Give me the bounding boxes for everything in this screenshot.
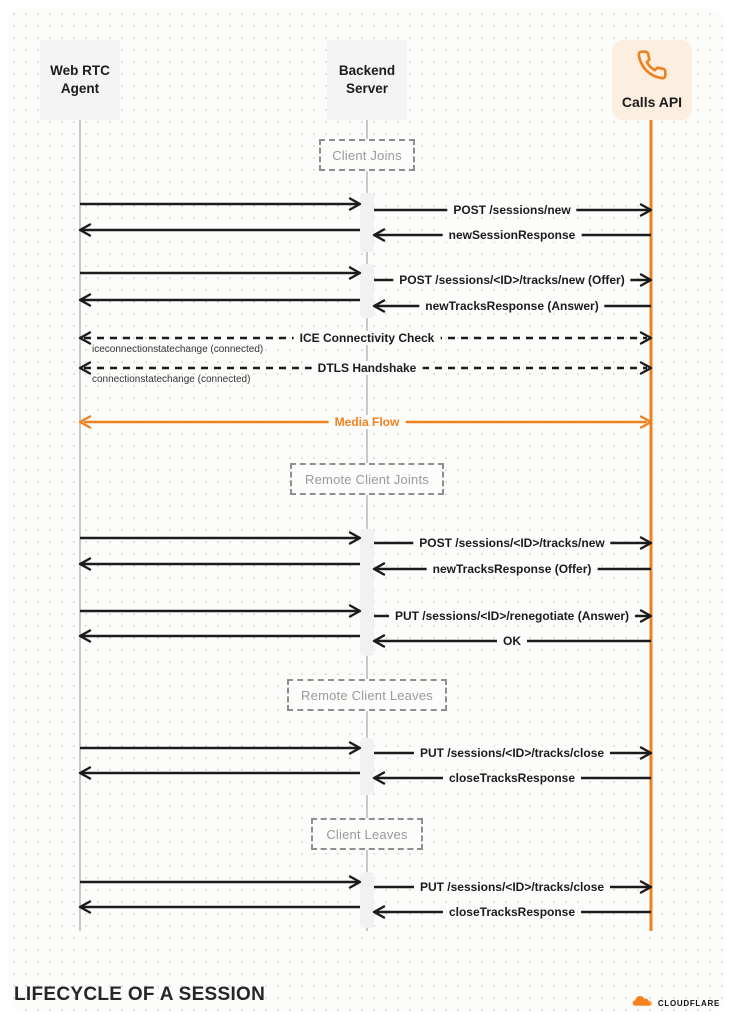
message-label: POST /sessions/<ID>/tracks/new (Offer) — [393, 273, 630, 287]
message-label: DTLS Handshake — [312, 361, 423, 375]
group-label: Client Joins — [332, 147, 402, 163]
group-label: Remote Client Joints — [305, 471, 429, 487]
message-label: POST /sessions/<ID>/tracks/new — [413, 536, 610, 550]
diagram-canvas — [8, 8, 724, 1011]
actor-webrtc-agent — [40, 40, 120, 120]
message-label: closeTracksResponse — [443, 905, 581, 919]
message-label: PUT /sessions/<ID>/renegotiate (Answer) — [389, 609, 635, 623]
message-label: ICE Connectivity Check — [294, 331, 441, 345]
message-label: PUT /sessions/<ID>/tracks/close — [414, 880, 610, 894]
actor-backend-server — [327, 40, 407, 120]
phone-icon — [636, 49, 668, 86]
actor-label: Calls API — [621, 93, 683, 110]
message-label: PUT /sessions/<ID>/tracks/close — [414, 746, 610, 760]
cloudflare-logo-text: CLOUDFLARE — [657, 998, 720, 1008]
media-flow-label: Media Flow — [329, 415, 406, 429]
message-label: newSessionResponse — [443, 228, 582, 242]
message-label: closeTracksResponse — [443, 771, 581, 785]
event-note: connectionstatechange (connected) — [92, 374, 251, 385]
message-label: newTracksResponse (Offer) — [427, 562, 598, 576]
message-label: POST /sessions/new — [447, 203, 576, 217]
cloudflare-logo — [631, 994, 720, 1012]
group-label: Remote Client Leaves — [301, 687, 433, 703]
event-note: iceconnectionstatechange (connected) — [92, 344, 264, 355]
actor-label: Backend Server — [338, 63, 396, 96]
actor-label: Web RTC Agent — [50, 63, 110, 96]
group-label: Client Leaves — [326, 826, 408, 842]
cloudflare-cloud-icon — [631, 993, 655, 1014]
actor-calls-api — [612, 40, 692, 120]
message-label: OK — [497, 634, 527, 648]
message-label: newTracksResponse (Answer) — [419, 299, 604, 313]
page-title: LIFECYCLE OF A SESSION — [14, 984, 266, 1005]
